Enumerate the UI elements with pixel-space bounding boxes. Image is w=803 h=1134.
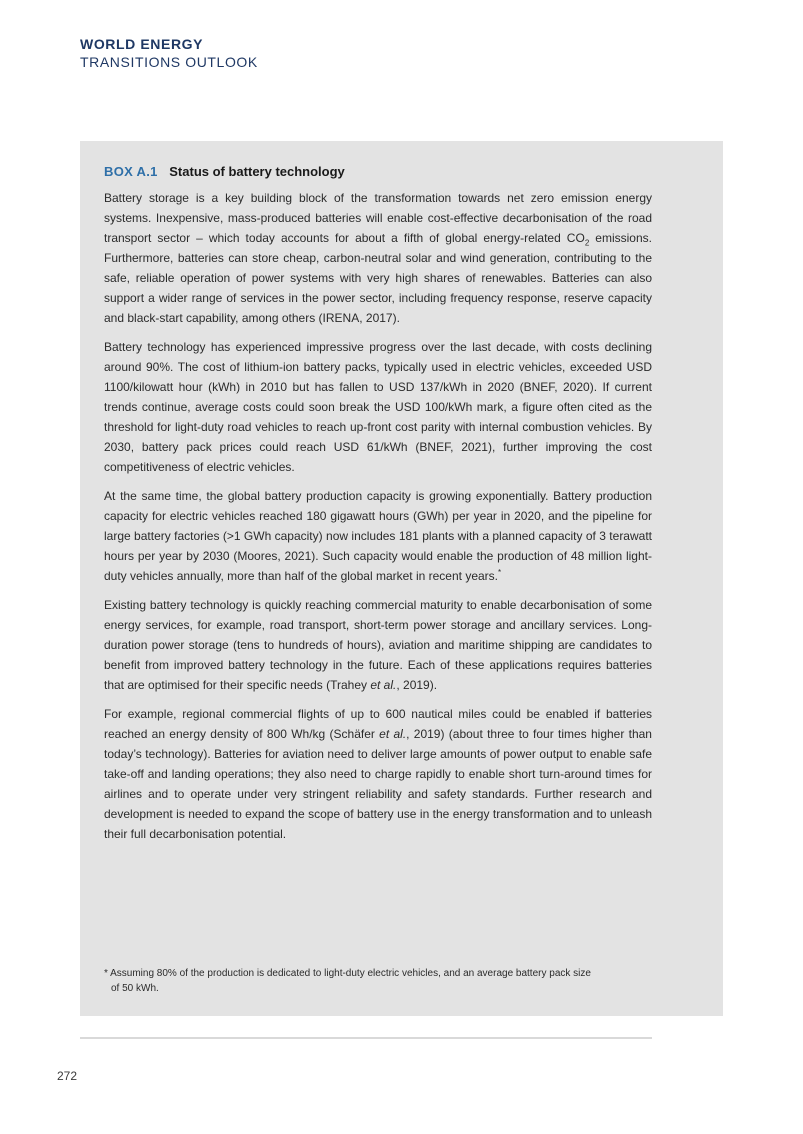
body-paragraph [104,595,652,695]
paragraph-text: , 2019) (about three to four times higher than today’s technology). Batteries for aviation need to deliver large amounts of power output to enable safe take-off and landing operations; they also need to charge rapidly to enable short turn-around times for airlines and to operate under very stringent reliability and safety standards. Further research and development is needed to expand the scope of battery use in the energy transformation and to unleash their full decarbonisation potential. [104,727,652,841]
body-paragraph [104,704,652,844]
paragraph-text: et al. [370,678,397,692]
footnote-line2: of 50 kWh. [111,983,159,994]
info-box-content [104,163,652,853]
box-title-text: Status of battery technology [169,164,345,179]
paragraph-text: At the same time, the global battery production capacity is growing exponentially. Battery production capacity for electric vehicles reached 180 gigawatt hours (GWh) per year in 2020, and the pipeline for large battery factories (>1 GWh capacity) now includes 181 plants with a planned capacity of 3 terawatt hours per year by 2030 (Moores, 2021). Such capacity would enable the production of 48 million light-duty vehicles annually, more than half of the global market in recent years. [104,489,652,583]
paragraph-text: Battery technology has experienced impressive progress over the last decade, with costs declining around 90%. The cost of lithium-ion battery packs, typically used in electric vehicles, exceeded USD 1100/kilowatt hour (kWh) in 2010 but has fallen to USD 137/kWh in 2020 (BNEF, 2020). If current trends continue, average costs could soon break the USD 100/kWh mark, a figure often cited as the threshold for light-duty road vehicles to reach up-front cost parity with internal combustion vehicles. By 2030, battery pack prices could reach USD 61/kWh (BNEF, 2021), further improving the cost competitiveness of electric vehicles. [104,340,652,474]
report-header [80,35,258,71]
body-paragraph [104,188,652,328]
body-paragraph [104,486,652,586]
paragraph-text: * [498,568,502,577]
paragraph-text: For example, regional commercial flights of up to 600 nautical miles could be enabled if batteries reached an energy density of 800 Wh/kg (Schäfer [104,707,652,741]
paragraph-text: Battery storage is a key building block of the transformation towards net zero emission energy systems. Inexpensive, mass-produced batteries will enable cost-effective decarbonisation of the road transport sector – which today accounts for about a fifth of global energy-related CO [104,191,652,245]
report-title-line1: WORLD ENERGY [80,36,204,52]
footnote [104,966,652,996]
box-label: BOX A.1 [104,164,158,179]
box-body [104,188,652,844]
page-number: 272 [57,1069,78,1083]
paragraph-text: Existing battery technology is quickly reaching commercial maturity to enable decarbonisation of some energy services, for example, road transport, short-term power storage and ancillary services. Long-duration power storage (tens to hundreds of hours), aviation and maritime shipping are candidates to benefit from improved battery technology in the future. Each of these applications requires batteries that are optimised for their specific needs (Trahey [104,598,652,692]
footnote-line1: * Assuming 80% of the production is dedicated to light-duty electric vehicles, and an average battery pack size [104,968,591,979]
paragraph-text: 2 [584,238,590,248]
box-title [104,163,652,180]
paragraph-text: emissions. Furthermore, batteries can store cheap, carbon-neutral solar and wind generation, contributing to the safe, reliable operation of power systems with very high shares of renewables. Batteries can also support a wider range of services in the power sector, including frequency response, reserve capacity and black-start capability, among others (IRENA, 2017). [104,231,652,325]
info-box [80,141,723,1016]
body-paragraph [104,337,652,477]
paragraph-text: , 2019). [396,678,438,692]
paragraph-text: et al. [379,727,407,741]
report-title-line2: TRANSITIONS OUTLOOK [80,54,258,70]
divider-rule [80,1037,652,1039]
